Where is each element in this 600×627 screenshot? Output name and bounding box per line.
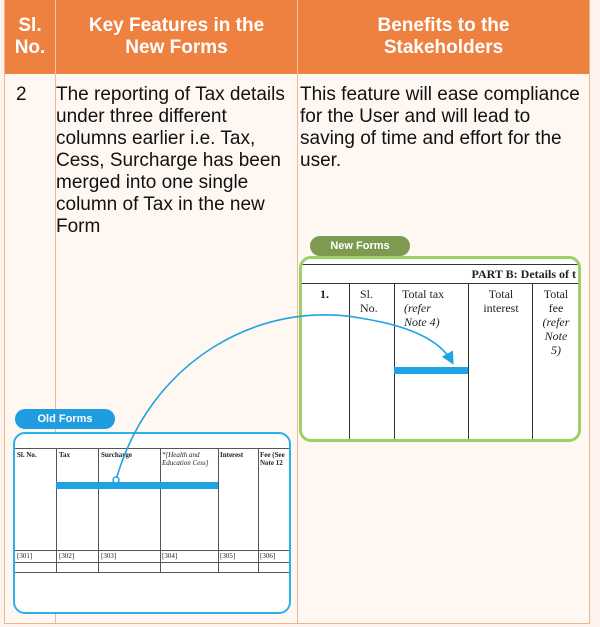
table-header	[5, 0, 589, 74]
new-forms-label: New Forms	[310, 236, 410, 256]
old-tax-columns-highlight	[56, 482, 218, 489]
old-column-tax: Tax	[59, 451, 71, 459]
column-total-tax: Total tax	[402, 287, 445, 301]
header-key-features: Key Features in the New Forms	[88, 15, 265, 58]
old-column-sl-no: Sl. No.	[17, 451, 37, 459]
table-rule	[532, 283, 533, 442]
table-rule	[98, 448, 99, 572]
old-code-301: [301]	[17, 552, 33, 560]
old-code-305: [305]	[220, 552, 236, 560]
old-code-302: [302]	[59, 552, 75, 560]
table-rule	[56, 448, 57, 572]
fee-note: (refer Note 5)	[542, 315, 570, 357]
table-rule	[15, 562, 291, 563]
table-rule	[15, 572, 291, 573]
old-code-303: [303]	[101, 552, 117, 560]
old-code-304: [304]	[162, 552, 178, 560]
old-column-interest: Interest	[220, 451, 244, 459]
old-column-cess: *[Health and Education Cess]	[162, 451, 209, 467]
old-column-surcharge: Surcharge	[101, 451, 132, 459]
header-sl-no: Sl. No.	[14, 15, 46, 58]
table-rule	[15, 550, 291, 551]
old-code-306: [306]	[260, 552, 276, 560]
tax-note: (refer Note 4)	[404, 301, 440, 329]
table-rule	[349, 283, 350, 442]
column-sl-no: Sl. No.	[360, 287, 378, 315]
header-benefits: Benefits to the Stakeholders	[377, 15, 510, 58]
benefit-text: This feature will ease compliance for the User and will lead to saving of time and effort for the user.	[300, 84, 580, 171]
old-forms-excerpt	[13, 432, 291, 614]
feature-text: The reporting of Tax details under three different columns earlier i.e. Tax, Cess, Surcharge has been merged into one single column of Tax in the new Form	[56, 84, 285, 237]
column-total-interest: Total interest	[483, 287, 519, 315]
part-b-title: PART B: Details of t	[471, 267, 576, 281]
column-total-fee: Total fee	[543, 287, 569, 315]
old-forms-label: Old Forms	[15, 409, 115, 429]
table-rule	[394, 283, 395, 442]
table-rule	[258, 448, 259, 572]
table-rule	[218, 448, 219, 572]
column-number: 1.	[320, 287, 329, 301]
merged-tax-highlight	[394, 367, 468, 374]
table-rule	[302, 283, 578, 284]
table-rule	[302, 264, 578, 265]
table-rule	[160, 448, 161, 572]
row-number: 2	[16, 84, 27, 105]
new-forms-excerpt	[299, 256, 581, 442]
table-rule	[468, 283, 469, 442]
old-column-fee: Fee (See Note 12	[260, 451, 285, 467]
column-divider	[297, 74, 298, 623]
